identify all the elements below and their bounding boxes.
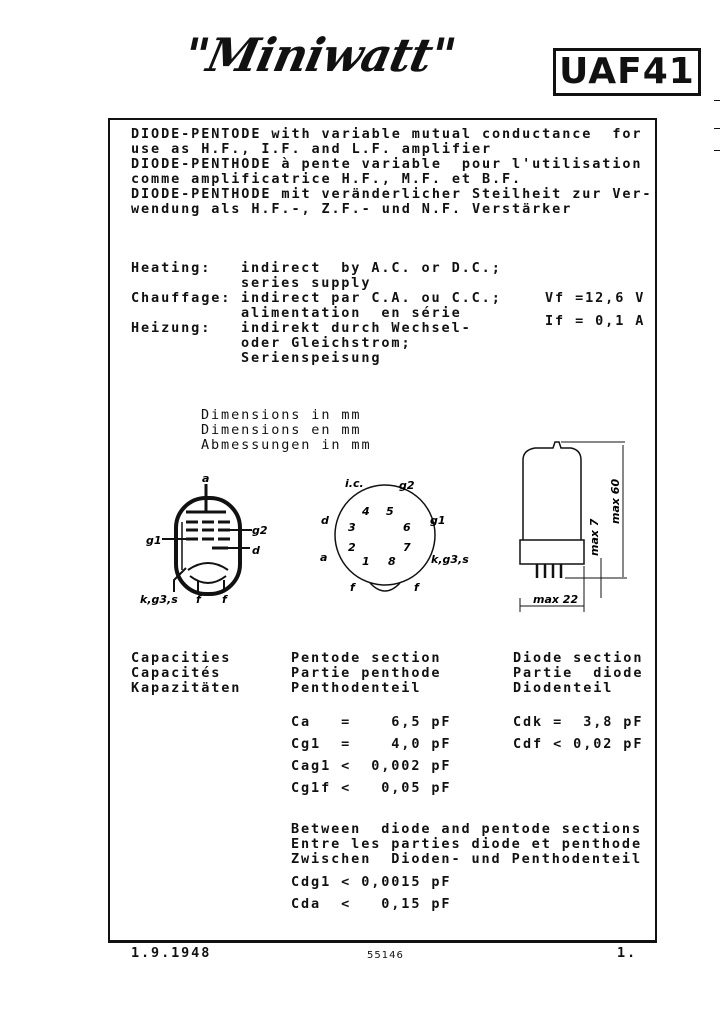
description-line: DIODE-PENTODE with variable mutual conductance for xyxy=(131,126,643,142)
pin-6: 6 xyxy=(403,521,411,534)
label-a: a xyxy=(320,551,328,564)
dimensions-line: Dimensions in mm xyxy=(201,407,362,423)
heating-label: Heizung: xyxy=(131,320,212,336)
pin-7: 7 xyxy=(403,541,411,554)
section-title: Pentode section xyxy=(291,650,442,666)
pin-4: 4 xyxy=(362,505,370,518)
capacity-value: Cda < 0,15 pF xyxy=(291,896,452,912)
pin-5: 5 xyxy=(386,505,394,518)
heating-text: indirekt durch Wechsel- xyxy=(241,320,472,336)
dimensions-line: Abmessungen in mm xyxy=(201,437,372,453)
margin-mark xyxy=(714,100,720,101)
heating-labels xyxy=(131,261,231,336)
heating-text: oder Gleichstrom; xyxy=(241,335,412,351)
between-capacities xyxy=(291,871,451,915)
base-pinout-diagram xyxy=(305,475,480,600)
heating-text: indirect by A.C. or D.C.; xyxy=(241,260,502,276)
capacity-value: Cag1 < 0,002 pF xyxy=(291,758,452,774)
label-f: f xyxy=(414,581,419,594)
margin-mark xyxy=(714,128,720,129)
dimensions-caption xyxy=(201,408,371,453)
description-line: wendung als H.F.-, Z.F.- und N.F. Verstärker xyxy=(131,201,573,217)
base-dimension: max 7 xyxy=(588,518,601,556)
heating-text: alimentation en série xyxy=(241,305,462,321)
pentode-capacities xyxy=(291,711,451,799)
pin-1: 1 xyxy=(362,555,370,568)
capacity-value: Cdk = 3,8 pF xyxy=(513,714,644,730)
capacity-value: Cg1f < 0,05 pF xyxy=(291,780,452,796)
label-filament: f xyxy=(196,593,201,605)
between-sections-heading xyxy=(291,822,642,867)
description-line: DIODE-PENTHODE mit veränderlicher Steilheit zur Ver- xyxy=(131,186,653,202)
label-filament: f xyxy=(222,593,227,605)
tube-symbol-diagram xyxy=(140,470,280,605)
heating-text: indirect par C.A. ou C.C.; xyxy=(241,290,502,306)
heating-label: Heating: xyxy=(131,260,212,276)
description-line: use as H.F., I.F. and L.F. amplifier xyxy=(131,141,492,157)
height-dimension: max 60 xyxy=(609,478,622,524)
section-title: Partie penthode xyxy=(291,665,442,681)
tube-type-badge: UAF41 xyxy=(553,48,701,96)
page-number: 1. xyxy=(617,945,638,961)
label-ic: i.c. xyxy=(345,477,364,490)
pin-3: 3 xyxy=(348,521,356,534)
tube-outline-drawing xyxy=(505,440,635,615)
capacities-label: Kapazitäten xyxy=(131,680,242,696)
capacity-value: Cg1 = 4,0 pF xyxy=(291,736,452,752)
label-g1: g1 xyxy=(146,534,162,547)
heater-current: If = 0,1 A xyxy=(545,313,646,329)
section-title: Zwischen Dioden- und Penthodenteil xyxy=(291,851,642,867)
capacities-heading xyxy=(131,651,241,696)
heater-voltage: Vf =12,6 V xyxy=(545,290,646,306)
label-diode: d xyxy=(252,544,260,557)
label-g1: g1 xyxy=(430,514,446,527)
diode-capacities xyxy=(513,711,643,755)
label-g2: g2 xyxy=(252,524,268,537)
document-code: 55146 xyxy=(367,950,404,961)
heating-label: Chauffage: xyxy=(131,290,232,306)
section-title: Partie diode xyxy=(513,665,644,681)
dimensions-line: Dimensions en mm xyxy=(201,422,362,438)
issue-date: 1.9.1948 xyxy=(131,945,212,961)
section-title: Penthodenteil xyxy=(291,680,422,696)
capacity-value: Cdf < 0,02 pF xyxy=(513,736,644,752)
capacities-label: Capacités xyxy=(131,665,222,681)
description-line: DIODE-PENTHODE à pente variable pour l'utilisation xyxy=(131,156,643,172)
label-anode: a xyxy=(202,472,210,485)
brand-logo: "Miniwatt" xyxy=(179,28,460,82)
label-d: d xyxy=(321,514,329,527)
heating-text: series supply xyxy=(241,275,372,291)
description-line: comme amplificatrice H.F., M.F. et B.F. xyxy=(131,171,523,187)
section-title: Entre les parties diode et penthode xyxy=(291,836,642,852)
width-dimension: max 22 xyxy=(533,593,579,606)
margin-mark xyxy=(714,150,720,151)
section-title: Diode section xyxy=(513,650,644,666)
label-kg3s: k,g3,s xyxy=(431,553,469,566)
section-title: Between diode and pentode sections xyxy=(291,821,642,837)
heating-text: Serienspeisung xyxy=(241,350,382,366)
section-title: Diodenteil xyxy=(513,680,614,696)
pin-2: 2 xyxy=(348,541,356,554)
pentode-section-heading xyxy=(291,651,441,696)
diode-section-heading xyxy=(513,651,643,696)
heating-values xyxy=(241,261,502,366)
label-cathode: k,g3,s xyxy=(140,593,178,605)
description xyxy=(131,127,652,217)
label-f: f xyxy=(350,581,355,594)
capacities-label: Capacities xyxy=(131,650,232,666)
label-g2: g2 xyxy=(399,479,415,492)
capacity-value: Ca = 6,5 pF xyxy=(291,714,452,730)
pin-8: 8 xyxy=(388,555,396,568)
capacity-value: Cdg1 < 0,0015 pF xyxy=(291,874,452,890)
